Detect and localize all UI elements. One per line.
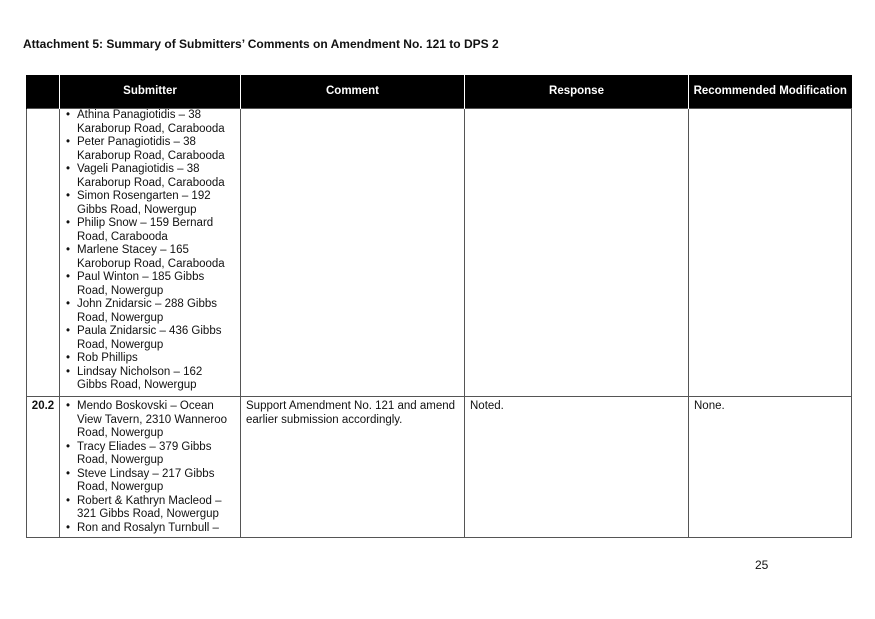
list-item: • Marlene Stacey – 165 Karoborup Road, Carabooda <box>65 244 235 271</box>
modification-cell: None. <box>689 397 852 538</box>
comment-cell: Support Amendment No. 121 and amend earlier submission accordingly. <box>241 397 465 538</box>
header-number <box>27 75 60 109</box>
list-item: • Steve Lindsay – 217 Gibbs Road, Nowergup <box>65 468 235 495</box>
comment-cell <box>241 109 465 397</box>
submitter-cell <box>60 397 241 538</box>
page-number: 25 <box>755 558 769 572</box>
list-item: • Simon Rosengarten – 192 Gibbs Road, Nowergup <box>65 190 235 217</box>
modification-cell <box>689 109 852 397</box>
list-item: • Peter Panagiotidis – 38 Karaborup Road, Carabooda <box>65 136 235 163</box>
list-item: • Lindsay Nicholson – 162 Gibbs Road, Nowergup <box>65 366 235 393</box>
list-item: • Vageli Panagiotidis – 38 Karaborup Road, Carabooda <box>65 163 235 190</box>
header-comment: Comment <box>241 75 465 109</box>
list-item: • Rob Phillips <box>65 352 235 366</box>
list-item: • Athina Panagiotidis – 38 Karaborup Road, Carabooda <box>65 109 235 136</box>
list-item: • Ron and Rosalyn Turnbull – <box>65 522 235 536</box>
list-item: • Philip Snow – 159 Bernard Road, Carabooda <box>65 217 235 244</box>
submitter-list <box>65 109 235 393</box>
list-item: • John Znidarsic – 288 Gibbs Road, Nowergup <box>65 298 235 325</box>
header-submitter: Submitter <box>60 75 241 109</box>
table-header-row <box>27 75 852 109</box>
row-number <box>27 109 60 397</box>
document-title: Attachment 5: Summary of Submitters’ Comments on Amendment No. 121 to DPS 2 <box>23 37 499 51</box>
header-recommended-modification: Recommended Modification <box>689 75 852 109</box>
list-item: • Paula Znidarsic – 436 Gibbs Road, Nowergup <box>65 325 235 352</box>
response-cell: Noted. <box>465 397 689 538</box>
row-number: 20.2 <box>27 397 60 538</box>
list-item: • Tracy Eliades – 379 Gibbs Road, Nowergup <box>65 441 235 468</box>
header-response: Response <box>465 75 689 109</box>
list-item: • Paul Winton – 185 Gibbs Road, Nowergup <box>65 271 235 298</box>
table-row <box>27 397 852 538</box>
list-item: • Mendo Boskovski – Ocean View Tavern, 2310 Wanneroo Road, Nowergup <box>65 400 235 441</box>
table-row <box>27 109 852 397</box>
list-item: • Robert & Kathryn Macleod – 321 Gibbs Road, Nowergup <box>65 495 235 522</box>
submitter-list <box>65 400 235 535</box>
response-cell <box>465 109 689 397</box>
submitter-cell <box>60 109 241 397</box>
submissions-table <box>26 75 852 538</box>
